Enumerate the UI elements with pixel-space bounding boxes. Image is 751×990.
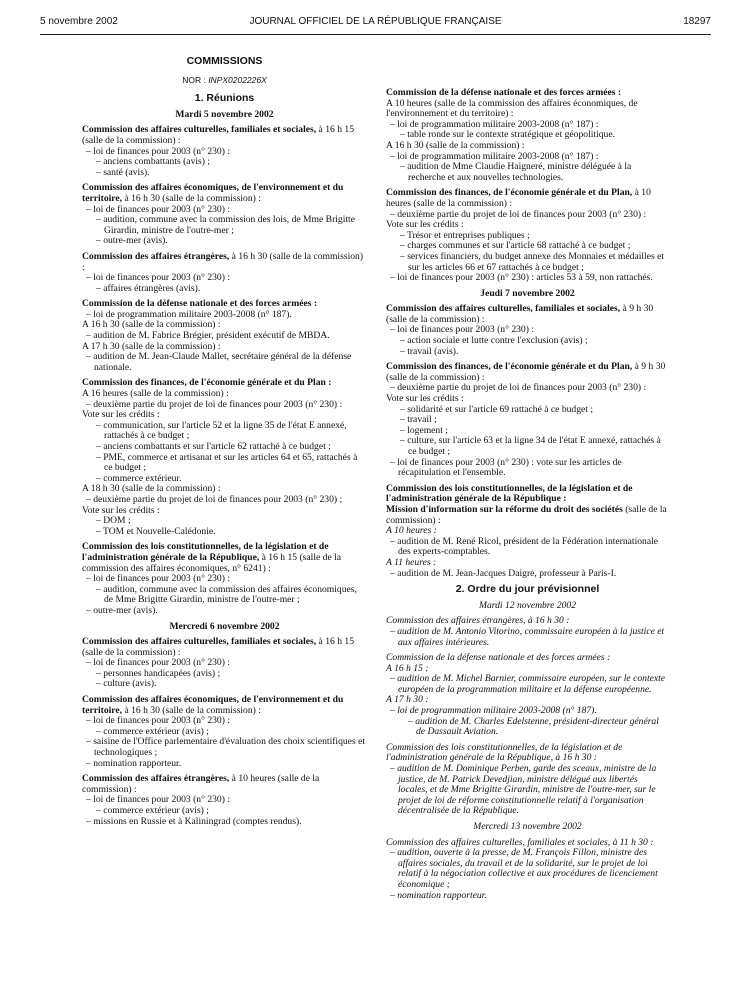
list-item: – PME, commerce et artisanat et sur les articles 64 et 65, rattachés à ce budget ;: [96, 451, 358, 474]
list-item: – travail ;: [400, 414, 437, 426]
commission-title: Commission des finances, de l'économie générale et du Plan,: [386, 187, 633, 199]
schedule-line: A 18 h 30 (salle de la commission) :: [82, 483, 221, 495]
commission-block: [386, 653, 669, 738]
list-item: – commerce extérieur.: [96, 472, 182, 484]
day-heading: Mardi 12 novembre 2002: [478, 599, 577, 611]
day-heading: Jeudi 7 novembre 2002: [480, 287, 575, 299]
commission-title: Commission de la défense nationale et des forces armées :: [386, 87, 622, 98]
list-item: – services financiers, du budget annexe des Monnaies et médailles et sur les articles 66 et 67 rattachés à ce budget ;: [400, 250, 665, 273]
commission-title: Commission des finances, de l'économie générale et du Plan,: [386, 361, 633, 373]
list-item: – TOM et Nouvelle-Calédonie.: [96, 525, 216, 537]
commission-block: [386, 743, 669, 817]
list-item: – loi de finances pour 2003 (n° 230) :: [86, 573, 230, 585]
list-item: – DOM ;: [96, 515, 131, 527]
header-page-number: 18297: [683, 16, 711, 27]
list-item: – audition de M. René Ricol, président de la Fédération internationale des experts-comptables.: [390, 535, 659, 558]
list-item: – audition de M. Jean-Claude Mallet, secrétaire général de la défense nationale.: [86, 351, 352, 373]
commission-title: Commission des affaires économiques, de l'environnement et du territoire,: [82, 182, 344, 204]
commission-title: Commission des lois constitutionnelles, de la législation et de l'administration générale de la République,: [82, 541, 329, 563]
schedule-line: A 17 h 30 (salle de la commission) :: [82, 340, 221, 352]
commission-block: [386, 362, 669, 479]
header-journal-title: JOURNAL OFFICIEL DE LA RÉPUBLIQUE FRANÇAISE: [249, 16, 502, 27]
page-title: COMMISSIONS: [186, 55, 263, 67]
list-item: – missions en Russie et à Kaliningrad (comptes rendus).: [86, 815, 302, 827]
left-column: [82, 56, 367, 832]
list-item: – deuxième partie du projet de loi de finances pour 2003 (n° 230) ;: [86, 493, 343, 505]
commission-title: Commission de la défense nationale et des forces armées :: [386, 652, 611, 664]
list-item: – travail (avis).: [400, 345, 459, 357]
nor-label: NOR :: [182, 74, 206, 85]
commission-block: [82, 183, 367, 247]
schedule-line: Vote sur les crédits :: [386, 393, 464, 405]
header-rule: [40, 34, 711, 35]
list-item: – loi de finances pour 2003 (n° 230) :: [390, 324, 534, 336]
schedule-line: A 16 h 30 (salle de la commission) :: [386, 139, 525, 151]
list-item: – audition de M. Michel Barnier, commissaire européen, sur le contexte européen de la programmation militaire et la défense européenne.: [390, 673, 666, 695]
commission-schedule: à 16 h 15 (salle de la commission) :: [82, 636, 354, 658]
list-item: – charges communes et sur l'article 68 rattaché à ce budget ;: [400, 240, 631, 252]
schedule-line: A 17 h 30 :: [386, 694, 429, 706]
commission-block: [82, 542, 367, 616]
commission-block: [82, 637, 367, 690]
list-item: – culture, sur l'article 63 et la ligne 34 de l'état E annexé, rattachés à ce budget ;: [400, 435, 661, 457]
commission-block: [386, 838, 669, 902]
nor-reference: [82, 75, 367, 86]
list-item: – audition, commune avec la commission des lois, de Mme Brigitte Girardin, ministre de l'outre-mer ;: [96, 214, 355, 236]
list-item: – loi de finances pour 2003 (n° 230) :: [86, 203, 230, 215]
list-item: – audition de Mme Claudie Haigneré, ministre déléguée à la recherche et aux nouvelles technologies.: [400, 161, 632, 183]
commission-schedule: à 16 h 30 (salle de la commission) :: [124, 192, 261, 204]
commission-schedule: à 9 h 30 (salle de la commission) :: [386, 303, 654, 325]
commission-block: [82, 695, 367, 769]
commission-schedule: à 10 heures (salle de la commission) :: [82, 773, 320, 795]
page-header: [40, 16, 711, 32]
list-item: – audition de M. Dominique Perben, garde des sceaux, ministre de la justice, de M. Patrick Devedjian, ministre délégué aux libertés locales, et de Mme Brigitte Girardin, ministre de l'outre-mer, sur le projet de loi de réforme constitutionnelle relatif à l'organisation décentralisée de la République.: [390, 763, 657, 817]
list-item: – nomination rapporteur.: [390, 889, 487, 901]
list-item: – deuxième partie du projet de loi de finances pour 2003 (n° 230) :: [390, 382, 647, 394]
commission-block: [82, 774, 367, 827]
list-item: – loi de finances pour 2003 (n° 230) : vote sur les articles de récapitulation et l'ensemble.: [390, 456, 622, 479]
commission-schedule: à 16 h 15 (salle de la commission des affaires économiques, n° 6241) :: [82, 551, 342, 574]
list-item: – commerce extérieur (avis) ;: [96, 725, 209, 737]
commission-block: [386, 484, 669, 579]
commission-title: Commission des affaires culturelles, familiales et sociales, à 11 h 30 :: [386, 836, 654, 848]
commission-schedule: à 16 h 15 (salle de la commission) :: [82, 124, 354, 146]
commission-title: Commission de la défense nationale et des forces armées :: [82, 298, 318, 310]
commission-title: Commission des lois constitutionnelles, de la législation et de l'administration générale de la République :: [386, 482, 633, 505]
list-item: – audition de M. Fabrice Brégier, président exécutif de MBDA.: [86, 330, 330, 342]
list-item: – loi de programmation militaire 2003-2008 (n° 187) :: [390, 118, 599, 130]
section-heading-reunions: 1. Réunions: [194, 92, 255, 105]
list-item: – deuxième partie du projet de loi de finances pour 2003 (n° 230) :: [86, 398, 343, 410]
list-item: – saisine de l'Office parlementaire d'évaluation des choix scientifiques et technologiques ;: [86, 736, 366, 759]
commission-title: Commission des affaires étrangères,: [82, 250, 230, 262]
list-item: – nomination rapporteur.: [86, 757, 182, 769]
list-item: – anciens combattants (avis) ;: [96, 156, 211, 168]
commission-block: [82, 252, 367, 294]
list-item: – deuxième partie du projet de loi de finances pour 2003 (n° 230) :: [390, 208, 647, 220]
commission-schedule: à 10 heures (salle de la commission) :: [386, 187, 651, 209]
commission-title: Commission des affaires étrangères, à 16 h 30 :: [386, 615, 570, 627]
list-item: – commerce extérieur (avis) ;: [96, 805, 209, 816]
list-item: – audition, ouverte à la presse, de M. François Fillon, ministre des affaires sociales, du travail et de la solidarité, sur le projet de loi relatif à la négociation collective et aux procédures de licenciement économique ;: [390, 847, 658, 890]
commission-schedule: à 9 h 30 (salle de la commission) :: [386, 361, 666, 383]
mission-title: Mission d'information sur la réforme du droit des sociétés: [386, 503, 623, 515]
commission-block: [386, 88, 669, 183]
list-item: – audition de M. Jean-Jacques Daigre, professeur à Paris-I.: [390, 567, 617, 579]
list-item: – affaires étrangères (avis).: [96, 282, 201, 294]
commission-block: [82, 299, 367, 373]
commission-block: [82, 125, 367, 178]
list-item: – table ronde sur le contexte stratégique et géopolitique.: [400, 129, 615, 141]
right-column: [386, 88, 669, 906]
list-item: – loi de finances pour 2003 (n° 230) :: [86, 794, 230, 806]
list-item: – loi de finances pour 2003 (n° 230) :: [86, 272, 230, 284]
schedule-line: A 16 h 30 (salle de la commission) :: [82, 319, 221, 331]
list-item: – audition, commune avec la commission des affaires économiques, de Mme Brigitte Girardin, ministre de l'outre-mer ;: [96, 583, 357, 606]
list-item: – loi de programmation militaire 2003-2008 (n° 187).: [86, 308, 292, 320]
commission-title: Commission des affaires étrangères,: [82, 773, 230, 785]
list-item: – action sociale et lutte contre l'exclusion (avis) ;: [400, 335, 588, 347]
schedule-line: A 11 heures :: [386, 556, 437, 568]
schedule-line: Vote sur les crédits :: [82, 504, 160, 516]
commission-schedule: (salle de la commission) :: [386, 503, 667, 526]
schedule-line: Vote sur les crédits :: [82, 409, 160, 421]
list-item: – santé (avis).: [96, 166, 150, 178]
list-item: – audition de M. Antonio Vitorino, commissaire européen à la justice et aux affaires intérieures.: [390, 625, 665, 648]
list-item: – outre-mer (avis).: [86, 604, 158, 616]
list-item: – culture (avis).: [96, 678, 157, 690]
commission-title: Commission des finances, de l'économie générale et du Plan :: [82, 377, 332, 389]
commission-block: [82, 378, 367, 537]
commission-title: Commission des lois constitutionnelles, de la législation et de l'administration générale de la République, à 16 h 30 :: [386, 741, 623, 764]
commission-block: [386, 188, 669, 283]
commission-title: Commission des affaires culturelles, familiales et sociales,: [82, 636, 317, 648]
list-item: – Trésor et entreprises publiques ;: [400, 229, 530, 241]
header-date: 5 novembre 2002: [40, 16, 118, 27]
day-heading: Mercredi 13 novembre 2002: [473, 821, 582, 832]
list-item: – solidarité et sur l'article 69 rattaché à ce budget ;: [400, 403, 593, 415]
schedule-line: A 10 heures :: [386, 525, 437, 537]
commission-title: Commission des affaires culturelles, familiales et sociales,: [386, 303, 621, 315]
list-item: – loi de finances pour 2003 (n° 230) : articles 53 à 59, non rattachés.: [390, 272, 653, 284]
commission-schedule: à 16 h 30 (salle de la commission) :: [124, 704, 261, 716]
list-item: – communication, sur l'article 52 et la ligne 35 de l'état E annexé, rattachés à ce budget ;: [96, 419, 347, 442]
commission-schedule: à 16 h 30 (salle de la commission) :: [82, 250, 364, 273]
section-heading-ordre-du-jour: 2. Ordre du jour prévisionnel: [455, 583, 600, 596]
day-heading: Mercredi 6 novembre 2002: [169, 620, 280, 632]
list-item: – audition de M. Charles Edelstenne, président-directeur général de Dassault Aviation.: [408, 715, 659, 738]
list-item: – logement ;: [400, 424, 448, 436]
day-heading: Mardi 5 novembre 2002: [175, 108, 274, 120]
list-item: – loi de programmation militaire 2003-2008 (n° 187).: [390, 705, 597, 717]
list-item: – outre-mer (avis).: [96, 235, 168, 247]
list-item: – loi de finances pour 2003 (n° 230) :: [86, 657, 230, 669]
list-item: – loi de finances pour 2003 (n° 230) :: [86, 145, 230, 157]
commission-block: [386, 304, 669, 357]
list-item: – loi de finances pour 2003 (n° 230) :: [86, 715, 230, 727]
list-item: – anciens combattants et sur l'article 62 rattaché à ce budget ;: [96, 441, 331, 452]
commission-title: Commission des affaires économiques, de l'environnement et du territoire,: [82, 694, 344, 716]
schedule-line: A 10 heures (salle de la commission des affaires économiques, de l'environnement et du territoire) :: [386, 97, 638, 120]
schedule-line: Vote sur les crédits :: [386, 219, 464, 231]
schedule-line: A 16 h 15 :: [386, 662, 429, 674]
commission-block: [386, 616, 669, 648]
schedule-line: A 16 heures (salle de la commission) :: [82, 388, 229, 400]
list-item: – loi de programmation militaire 2003-2008 (n° 187) :: [390, 150, 599, 162]
list-item: – personnes handicapées (avis) ;: [96, 667, 221, 679]
nor-value: INPX0202226X: [208, 74, 267, 85]
commission-title: Commission des affaires culturelles, familiales et sociales,: [82, 124, 317, 136]
